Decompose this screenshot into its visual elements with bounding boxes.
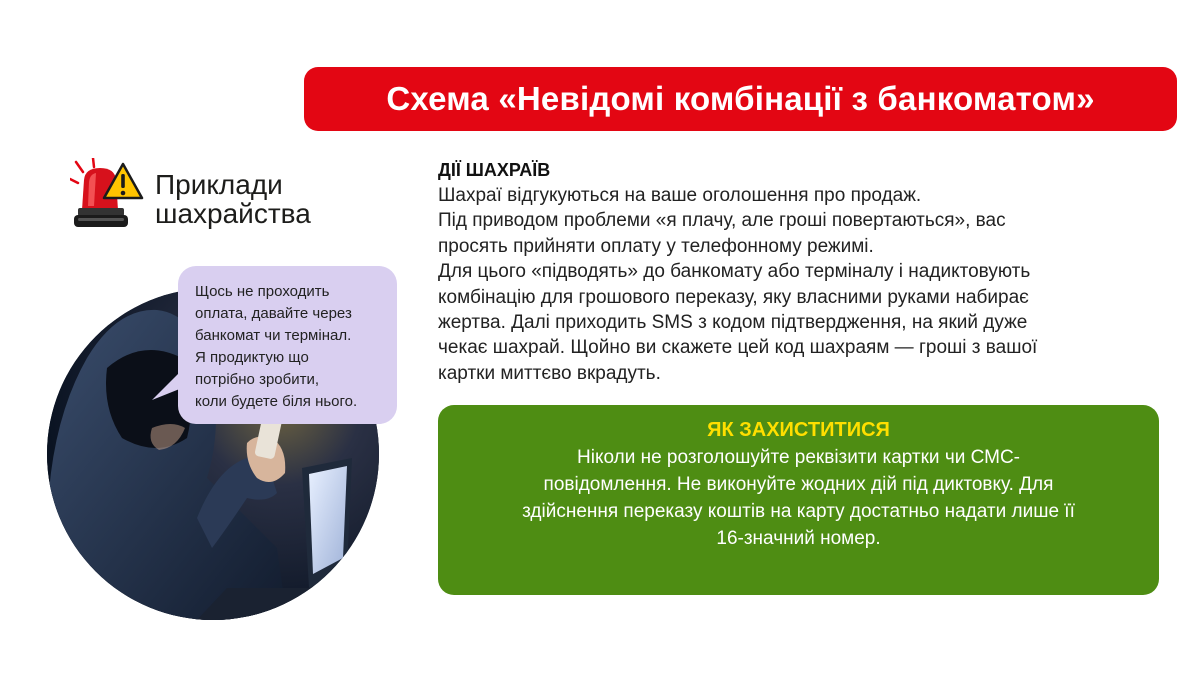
speech-bubble-text: Щось не проходить оплата, давайте через банкомат чи термінал. Я продиктую що потрібно зробити, коли будете біля нього. — [195, 283, 358, 410]
protection-heading: ЯК ЗАХИСТИТИСЯ — [707, 419, 890, 441]
examples-header — [70, 158, 360, 238]
protection-text: Ніколи не розголошуйте реквізити картки чи СМС- повідомлення. Не виконуйте жодних дій під диктовку. Для здійснення переказу коштів на карту достатньо надати лише її 16-значний номер. — [522, 447, 1075, 549]
siren-warning-icon — [70, 158, 150, 234]
page-title: Схема «Невідомі комбінації з банкоматом» — [386, 80, 1095, 117]
speech-bubble — [178, 266, 397, 424]
fraud-actions-heading: ДІЇ ШАХРАЇВ — [438, 160, 551, 180]
protection-box — [438, 405, 1159, 595]
examples-label: Приклади шахрайства — [155, 169, 311, 229]
fraud-actions-text: Шахраї відгукуються на ваше оголошення про продаж. Під приводом проблеми «я плачу, але гроші повертаються», вас просять прийняти оплату у телефонному режимі. Для цього «підводять» до банкомату або терміналу і надиктовують комбінацію для грошового переказу, яку власними руками набирає жертва. Далі приходить SMS з кодом підтвердження, на який дуже чекає шахрай. Щойно ви скажете цей код шахраям — гроші з вашої картки миттєво вкрадуть. — [438, 185, 1038, 384]
fraud-actions-section — [438, 157, 1178, 386]
title-banner — [304, 67, 1177, 131]
